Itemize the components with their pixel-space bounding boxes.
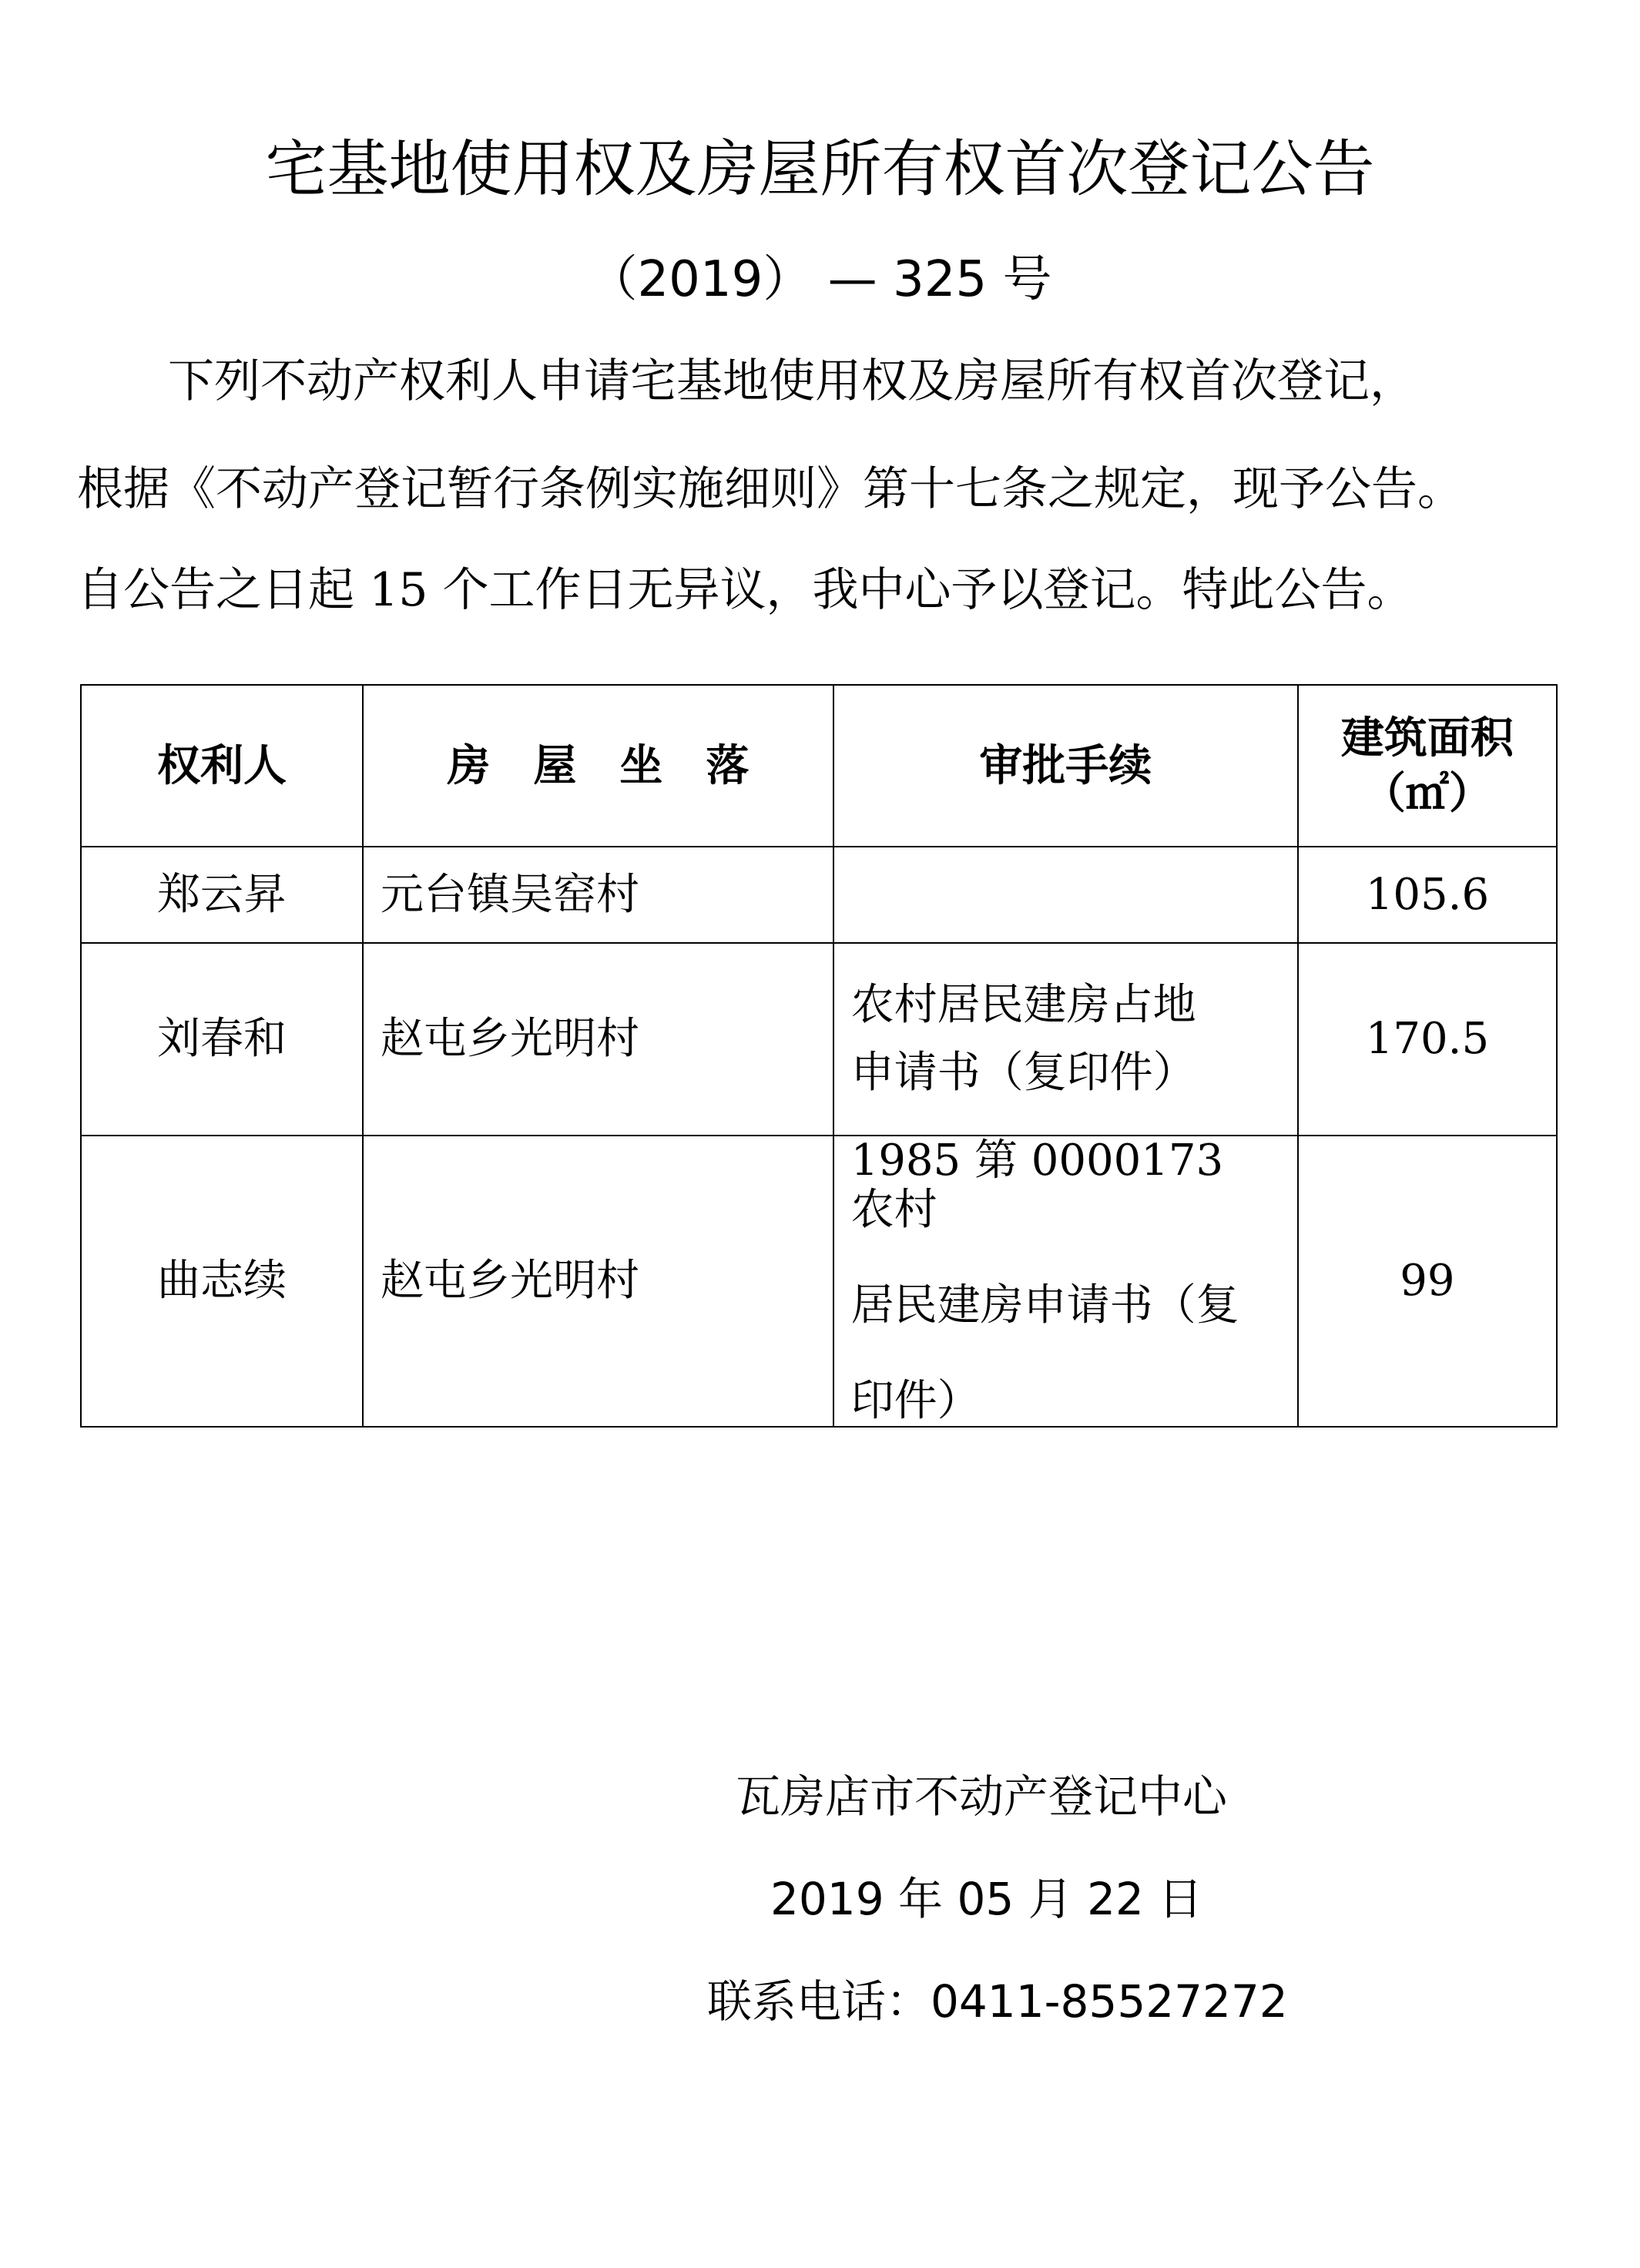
cell-area: 99: [1298, 1136, 1557, 1427]
cell-area: 105.6: [1298, 847, 1557, 943]
document-number: （2019） — 325 号: [588, 251, 1052, 308]
header-holder: 权利人: [81, 685, 363, 847]
cell-holder: 郑云昇: [81, 847, 363, 943]
table-row: [81, 1136, 1557, 1427]
table-row: [81, 943, 1557, 1136]
issue-date: 2019 年 05 月 22 日: [770, 1873, 1203, 1925]
cell-area: 170.5: [1298, 943, 1557, 1136]
cell-approval-line: 农村居民建房占地: [850, 980, 1196, 1030]
header-area-unit: （㎡）: [1362, 768, 1492, 819]
registration-table: [80, 684, 1558, 1428]
announcement-title: 宅基地使用权及房屋所有权首次登记公告: [265, 133, 1375, 205]
header-area: [1298, 685, 1557, 847]
contact-phone: 联系电话：0411-85527272: [707, 1975, 1288, 2028]
cell-location: 赵屯乡光明村: [363, 1136, 833, 1427]
cell-approval-line: 居民建房申请书（复: [850, 1280, 1239, 1330]
header-location: 房 屋 坐 落: [363, 685, 833, 847]
cell-approval: [833, 943, 1298, 1136]
body-paragraph-line-1: 下列不动产权利人申请宅基地使用权及房屋所有权首次登记，: [168, 354, 1416, 408]
cell-location: 赵屯乡光明村: [363, 943, 833, 1136]
header-approval: 审批手续: [833, 685, 1298, 847]
body-paragraph-line-2: 根据《不动产登记暂行条例实施细则》第十七条之规定，现予公告。: [77, 462, 1464, 516]
issuing-organization: 瓦房店市不动产登记中心: [736, 1770, 1228, 1823]
cell-approval-line: 1985 第 0000173 农村: [850, 1136, 1224, 1235]
body-paragraph-line-3: 自公告之日起 15 个工作日无异议，我中心予以登记。特此公告。: [77, 563, 1414, 617]
cell-holder: 曲志续: [81, 1136, 363, 1427]
table-row: [81, 847, 1557, 943]
table-header-row: [81, 685, 1557, 847]
cell-location: 元台镇吴窑村: [363, 847, 833, 943]
cell-approval: [833, 1136, 1298, 1427]
cell-approval: [833, 847, 1298, 943]
cell-approval-line: 印件）: [850, 1376, 981, 1426]
cell-approval-line: 申请书（复印件）: [850, 1048, 1196, 1098]
header-area-label: 建筑面积: [1340, 713, 1514, 763]
cell-holder: 刘春和: [81, 943, 363, 1136]
